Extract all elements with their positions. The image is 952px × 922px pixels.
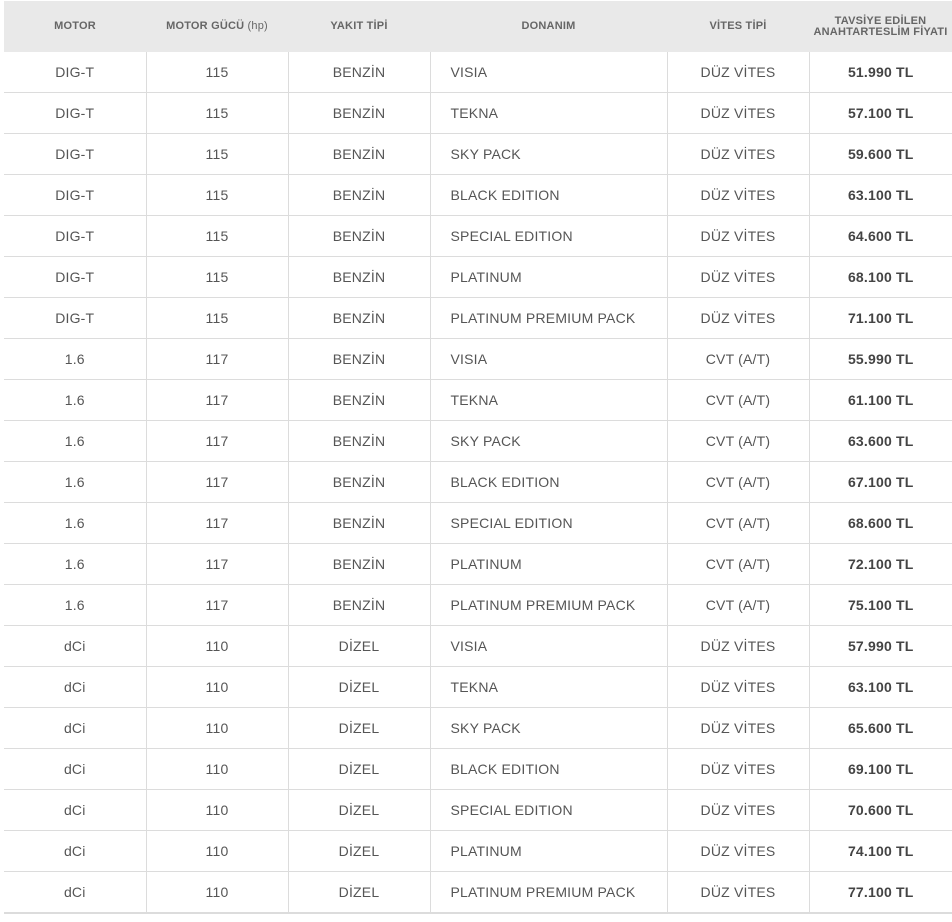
cell-motor-gucu: 110 (146, 708, 288, 749)
cell-vites-tipi: DÜZ VİTES (667, 708, 809, 749)
table-row (4, 790, 952, 831)
cell-fiyat: 59.600 TL (809, 134, 952, 175)
cell-yakit-tipi: BENZİN (288, 544, 430, 585)
cell-fiyat: 70.600 TL (809, 790, 952, 831)
cell-fiyat: 63.100 TL (809, 175, 952, 216)
cell-donanim: BLACK EDITION (430, 749, 667, 790)
cell-donanim: TEKNA (430, 667, 667, 708)
cell-motor-gucu: 115 (146, 52, 288, 93)
cell-motor: 1.6 (4, 421, 146, 462)
header-motor-gucu: MOTOR GÜCÜ (hp) (146, 1, 288, 52)
cell-motor: DIG-T (4, 175, 146, 216)
cell-motor-gucu: 117 (146, 380, 288, 421)
cell-motor-gucu: 110 (146, 626, 288, 667)
cell-donanim: TEKNA (430, 380, 667, 421)
table-row (4, 175, 952, 216)
table-row (4, 462, 952, 503)
cell-vites-tipi: DÜZ VİTES (667, 831, 809, 872)
cell-donanim: PLATINUM (430, 257, 667, 298)
cell-motor: dCi (4, 790, 146, 831)
cell-fiyat: 64.600 TL (809, 216, 952, 257)
cell-donanim: PLATINUM (430, 544, 667, 585)
header-donanim: DONANIM (430, 1, 667, 52)
cell-donanim: VISIA (430, 339, 667, 380)
header-yakit-tipi: YAKIT TİPİ (288, 1, 430, 52)
cell-yakit-tipi: BENZİN (288, 175, 430, 216)
cell-vites-tipi: DÜZ VİTES (667, 872, 809, 914)
cell-fiyat: 57.100 TL (809, 93, 952, 134)
cell-fiyat: 71.100 TL (809, 298, 952, 339)
cell-motor: dCi (4, 626, 146, 667)
cell-yakit-tipi: BENZİN (288, 93, 430, 134)
cell-vites-tipi: DÜZ VİTES (667, 626, 809, 667)
cell-donanim: SPECIAL EDITION (430, 790, 667, 831)
cell-fiyat: 55.990 TL (809, 339, 952, 380)
cell-motor-gucu: 115 (146, 216, 288, 257)
cell-donanim: VISIA (430, 52, 667, 93)
cell-yakit-tipi: BENZİN (288, 421, 430, 462)
cell-motor-gucu: 115 (146, 257, 288, 298)
cell-yakit-tipi: DİZEL (288, 749, 430, 790)
cell-vites-tipi: DÜZ VİTES (667, 790, 809, 831)
cell-motor-gucu: 115 (146, 298, 288, 339)
cell-motor-gucu: 110 (146, 667, 288, 708)
cell-motor: 1.6 (4, 380, 146, 421)
cell-fiyat: 72.100 TL (809, 544, 952, 585)
cell-donanim: PLATINUM PREMIUM PACK (430, 585, 667, 626)
cell-motor: dCi (4, 667, 146, 708)
cell-yakit-tipi: DİZEL (288, 790, 430, 831)
cell-donanim: PLATINUM PREMIUM PACK (430, 298, 667, 339)
cell-motor: DIG-T (4, 134, 146, 175)
table-row (4, 52, 952, 93)
cell-fiyat: 65.600 TL (809, 708, 952, 749)
cell-motor: DIG-T (4, 93, 146, 134)
cell-vites-tipi: CVT (A/T) (667, 503, 809, 544)
cell-motor-gucu: 110 (146, 831, 288, 872)
cell-fiyat: 61.100 TL (809, 380, 952, 421)
cell-motor: DIG-T (4, 52, 146, 93)
cell-fiyat: 57.990 TL (809, 626, 952, 667)
cell-yakit-tipi: BENZİN (288, 52, 430, 93)
header-row (4, 1, 952, 52)
cell-vites-tipi: DÜZ VİTES (667, 257, 809, 298)
cell-vites-tipi: DÜZ VİTES (667, 749, 809, 790)
table-row (4, 872, 952, 914)
cell-motor: DIG-T (4, 257, 146, 298)
cell-yakit-tipi: BENZİN (288, 216, 430, 257)
header-fiyat: TAVSİYE EDİLEN ANAHTARTESLİM FİYATI (809, 1, 952, 52)
cell-vites-tipi: DÜZ VİTES (667, 175, 809, 216)
table-row (4, 831, 952, 872)
cell-motor-gucu: 117 (146, 462, 288, 503)
header-motor-gucu-unit: (hp) (247, 20, 268, 32)
cell-motor-gucu: 115 (146, 175, 288, 216)
cell-yakit-tipi: BENZİN (288, 462, 430, 503)
table-row (4, 421, 952, 462)
cell-fiyat: 63.100 TL (809, 667, 952, 708)
cell-motor: dCi (4, 708, 146, 749)
cell-yakit-tipi: DİZEL (288, 831, 430, 872)
table-row (4, 503, 952, 544)
table-row (4, 134, 952, 175)
table-row (4, 93, 952, 134)
cell-motor: DIG-T (4, 298, 146, 339)
cell-motor-gucu: 117 (146, 339, 288, 380)
cell-motor: dCi (4, 749, 146, 790)
cell-yakit-tipi: BENZİN (288, 298, 430, 339)
cell-vites-tipi: DÜZ VİTES (667, 52, 809, 93)
cell-motor-gucu: 115 (146, 134, 288, 175)
cell-motor-gucu: 110 (146, 749, 288, 790)
cell-fiyat: 51.990 TL (809, 52, 952, 93)
cell-motor: 1.6 (4, 339, 146, 380)
table-row (4, 585, 952, 626)
cell-yakit-tipi: BENZİN (288, 339, 430, 380)
cell-motor: dCi (4, 872, 146, 914)
price-list-table-container (4, 1, 952, 914)
header-vites-tipi: VİTES TİPİ (667, 1, 809, 52)
cell-fiyat: 74.100 TL (809, 831, 952, 872)
header-motor: MOTOR (4, 1, 146, 52)
cell-motor-gucu: 117 (146, 421, 288, 462)
cell-motor: dCi (4, 831, 146, 872)
cell-vites-tipi: CVT (A/T) (667, 380, 809, 421)
cell-fiyat: 68.600 TL (809, 503, 952, 544)
cell-vites-tipi: DÜZ VİTES (667, 134, 809, 175)
cell-vites-tipi: DÜZ VİTES (667, 298, 809, 339)
cell-fiyat: 68.100 TL (809, 257, 952, 298)
cell-yakit-tipi: BENZİN (288, 380, 430, 421)
table-row (4, 626, 952, 667)
table-row (4, 339, 952, 380)
cell-donanim: SKY PACK (430, 134, 667, 175)
cell-fiyat: 67.100 TL (809, 462, 952, 503)
cell-donanim: SPECIAL EDITION (430, 216, 667, 257)
cell-motor-gucu: 115 (146, 93, 288, 134)
cell-motor: 1.6 (4, 503, 146, 544)
table-row (4, 216, 952, 257)
cell-vites-tipi: CVT (A/T) (667, 421, 809, 462)
price-list-table (4, 1, 952, 914)
cell-donanim: SKY PACK (430, 708, 667, 749)
cell-donanim: PLATINUM (430, 831, 667, 872)
cell-motor-gucu: 117 (146, 544, 288, 585)
cell-donanim: TEKNA (430, 93, 667, 134)
cell-yakit-tipi: DİZEL (288, 626, 430, 667)
cell-motor: 1.6 (4, 462, 146, 503)
cell-motor-gucu: 117 (146, 585, 288, 626)
table-row (4, 749, 952, 790)
table-row (4, 298, 952, 339)
cell-vites-tipi: CVT (A/T) (667, 339, 809, 380)
cell-donanim: SPECIAL EDITION (430, 503, 667, 544)
cell-yakit-tipi: DİZEL (288, 872, 430, 914)
table-row (4, 544, 952, 585)
cell-yakit-tipi: BENZİN (288, 134, 430, 175)
table-header (4, 1, 952, 52)
table-row (4, 257, 952, 298)
cell-donanim: SKY PACK (430, 421, 667, 462)
cell-motor: DIG-T (4, 216, 146, 257)
cell-fiyat: 77.100 TL (809, 872, 952, 914)
table-row (4, 667, 952, 708)
cell-donanim: PLATINUM PREMIUM PACK (430, 872, 667, 914)
cell-yakit-tipi: BENZİN (288, 257, 430, 298)
table-body (4, 52, 952, 913)
cell-yakit-tipi: BENZİN (288, 503, 430, 544)
cell-vites-tipi: DÜZ VİTES (667, 216, 809, 257)
cell-vites-tipi: CVT (A/T) (667, 462, 809, 503)
cell-donanim: VISIA (430, 626, 667, 667)
cell-vites-tipi: CVT (A/T) (667, 544, 809, 585)
cell-motor-gucu: 117 (146, 503, 288, 544)
cell-motor: 1.6 (4, 585, 146, 626)
cell-fiyat: 75.100 TL (809, 585, 952, 626)
table-row (4, 380, 952, 421)
cell-vites-tipi: DÜZ VİTES (667, 93, 809, 134)
cell-donanim: BLACK EDITION (430, 462, 667, 503)
cell-vites-tipi: DÜZ VİTES (667, 667, 809, 708)
table-row (4, 708, 952, 749)
cell-motor: 1.6 (4, 544, 146, 585)
cell-fiyat: 69.100 TL (809, 749, 952, 790)
cell-motor-gucu: 110 (146, 790, 288, 831)
cell-fiyat: 63.600 TL (809, 421, 952, 462)
cell-donanim: BLACK EDITION (430, 175, 667, 216)
cell-yakit-tipi: BENZİN (288, 585, 430, 626)
cell-vites-tipi: CVT (A/T) (667, 585, 809, 626)
cell-yakit-tipi: DİZEL (288, 667, 430, 708)
cell-yakit-tipi: DİZEL (288, 708, 430, 749)
cell-motor-gucu: 110 (146, 872, 288, 914)
